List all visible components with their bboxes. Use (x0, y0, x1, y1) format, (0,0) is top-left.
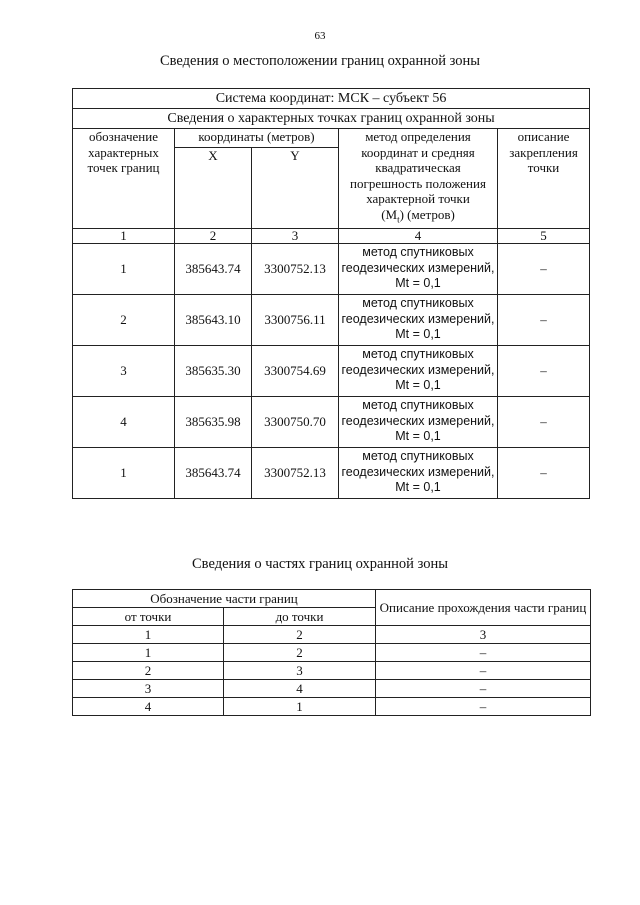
header-from: от точки (73, 608, 224, 626)
from-point: 1 (73, 626, 224, 644)
header-method-unit: ) (метров) (399, 206, 455, 222)
method: метод спутниковых геодезических измерений, Mt = 0,1 (339, 243, 498, 294)
header-method-subscript: t (397, 214, 400, 225)
from-point: 3 (73, 680, 224, 698)
table-row (73, 243, 590, 294)
part-description: – (376, 662, 591, 680)
part-description: – (376, 698, 591, 716)
table-row (73, 626, 591, 644)
method: метод спутниковых геодезических измерений, Mt = 0,1 (339, 345, 498, 396)
point-description: – (498, 396, 590, 447)
coordinate-system: Система координат: МСК – субъект 56 (73, 89, 590, 109)
point-description: – (498, 345, 590, 396)
from-point: 2 (73, 662, 224, 680)
point-description: – (498, 294, 590, 345)
header-part: Обозначение части границ (73, 590, 376, 608)
table-subtitle: Сведения о характерных точках границ охранной зоны (73, 109, 590, 129)
column-number: 2 (175, 228, 252, 243)
header-y: Y (252, 148, 339, 228)
boundary-points-table (72, 88, 590, 499)
coord-y: 3300752.13 (252, 447, 339, 498)
table-header-row (73, 590, 591, 608)
to-point: 4 (224, 680, 376, 698)
point-description: – (498, 243, 590, 294)
part-description: – (376, 680, 591, 698)
point-description: – (498, 447, 590, 498)
header-part-description: Описание прохождения части границ (376, 590, 591, 626)
point-id: 3 (73, 345, 175, 396)
table-header-row (73, 89, 590, 109)
to-point: 2 (224, 626, 376, 644)
header-method-text: метод определения координат и средняя квадратическая погрешность положения характерной точки (350, 129, 486, 206)
table-row (73, 662, 591, 680)
point-id: 2 (73, 294, 175, 345)
column-number: 4 (339, 228, 498, 243)
method: метод спутниковых геодезических измерений, Mt = 0,1 (339, 447, 498, 498)
page-number: 63 (314, 30, 326, 42)
to-point: 1 (224, 698, 376, 716)
header-description: описание закрепления точки (498, 129, 590, 229)
column-number: 5 (498, 228, 590, 243)
method: метод спутниковых геодезических измерений, Mt = 0,1 (339, 396, 498, 447)
table-row (73, 396, 590, 447)
coord-y: 3300754.69 (252, 345, 339, 396)
column-number: 3 (252, 228, 339, 243)
header-designation: обозначение характерных точек границ (73, 129, 175, 229)
column-numbers-row (73, 228, 590, 243)
from-point: 1 (73, 644, 224, 662)
coord-y: 3300750.70 (252, 396, 339, 447)
coord-x: 385643.74 (175, 243, 252, 294)
coord-x: 385643.10 (175, 294, 252, 345)
table-row (73, 345, 590, 396)
coord-x: 385635.98 (175, 396, 252, 447)
coord-y: 3300756.11 (252, 294, 339, 345)
header-x: X (175, 148, 252, 228)
coord-x: 385643.74 (175, 447, 252, 498)
table-header-row (73, 109, 590, 129)
header-method (339, 129, 498, 229)
from-point: 4 (73, 698, 224, 716)
to-point: 2 (224, 644, 376, 662)
coord-y: 3300752.13 (252, 243, 339, 294)
part-description: – (376, 644, 591, 662)
point-id: 4 (73, 396, 175, 447)
to-point: 3 (224, 662, 376, 680)
table-row (73, 644, 591, 662)
table-row (73, 698, 591, 716)
header-coordinates: координаты (метров) (175, 129, 339, 148)
table-header-row (73, 129, 590, 148)
section-title-parts: Сведения о частях границ охранной зоны (192, 556, 448, 572)
method: метод спутниковых геодезических измерений, Mt = 0,1 (339, 294, 498, 345)
section-title-location: Сведения о местоположении границ охранной зоны (159, 53, 480, 69)
part-description: 3 (376, 626, 591, 644)
table-row (73, 680, 591, 698)
coord-x: 385635.30 (175, 345, 252, 396)
table-row (73, 294, 590, 345)
boundary-parts-table (72, 589, 591, 716)
table-row (73, 447, 590, 498)
header-method-m: (M (381, 206, 398, 222)
point-id: 1 (73, 447, 175, 498)
point-id: 1 (73, 243, 175, 294)
header-to: до точки (224, 608, 376, 626)
column-number: 1 (73, 228, 175, 243)
